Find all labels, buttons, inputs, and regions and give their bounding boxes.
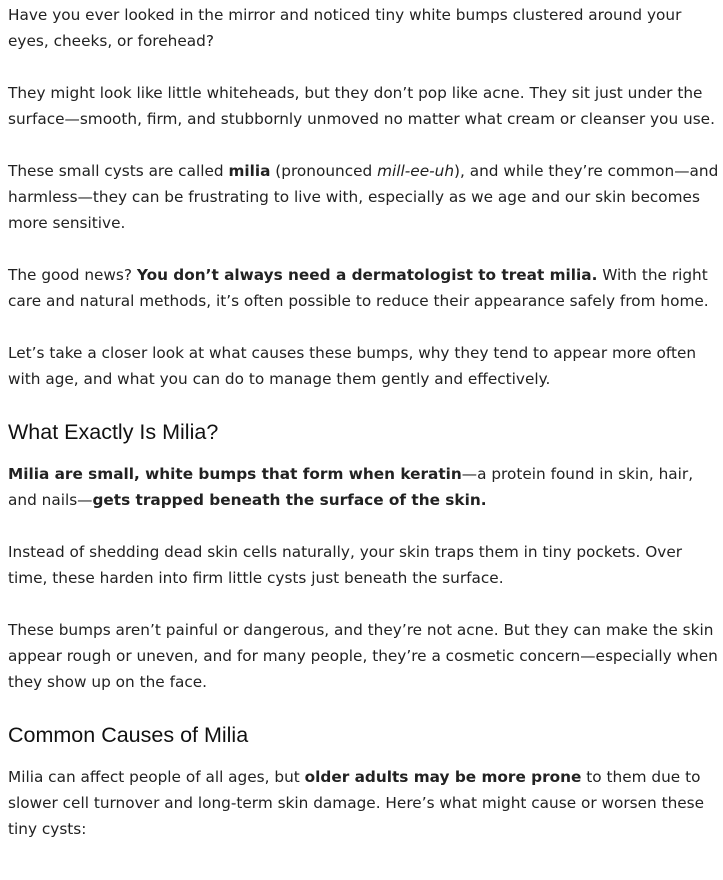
text-run: (pronounced <box>270 162 378 180</box>
paragraph-text: They might look like little whiteheads, but they don’t pop like acne. They sit just under the surface—smooth, firm, and stubbornly unmoved no matter what cream or cleanser you use. <box>8 84 715 128</box>
text-run: to them due to slower cell turnover and long-term skin damage. Here’s what might cause or worsen these tiny cysts: <box>8 768 705 838</box>
paragraph-text: These bumps aren’t painful or dangerous, and they’re not acne. But they can make the skin appear rough or uneven, and for many people, they’re a cosmetic concern—especially when they show up on the face. <box>8 621 718 691</box>
pronunciation: mill-ee-uh <box>377 162 455 180</box>
overview-paragraph <box>8 340 720 392</box>
section-heading-what-is-milia: What Exactly Is Milia? <box>8 420 219 444</box>
text-run: With the right care and natural methods, it’s often possible to reduce their appearance safely from home. <box>8 266 709 310</box>
paragraph-text: Have you ever looked in the mirror and noticed tiny white bumps clustered around your eyes, cheeks, or forehead? <box>8 6 682 50</box>
description-paragraph <box>8 80 720 132</box>
bold-term-milia: milia <box>228 162 271 180</box>
intro-paragraph <box>8 2 720 54</box>
bold-definition: Milia are small, white bumps that form when keratin <box>8 465 462 483</box>
text-run: ), and while they’re common—and harmless—they can be frustrating to live with, especially as we age and our skin becomes more sensitive. <box>8 162 719 232</box>
bold-older-adults: older adults may be more prone <box>304 768 582 786</box>
cosmetic-concern-paragraph <box>8 617 720 695</box>
text-run: The good news? <box>8 266 137 284</box>
section-heading-common-causes: Common Causes of Milia <box>8 723 249 747</box>
paragraph-text: Let’s take a closer look at what causes these bumps, why they tend to appear more often with age, and what you can do to manage them gently and effectively. <box>8 344 697 388</box>
bold-statement: You don’t always need a dermatologist to treat milia. <box>136 266 598 284</box>
skin-cells-paragraph <box>8 539 720 591</box>
paragraph-text: Instead of shedding dead skin cells naturally, your skin traps them in tiny pockets. Over time, these harden into firm little cysts just beneath the surface. <box>8 543 683 587</box>
milia-definition-paragraph <box>8 158 720 236</box>
text-run: —a protein found in skin, hair, and nails— <box>8 465 694 509</box>
bold-definition-end: gets trapped beneath the surface of the skin. <box>92 491 487 509</box>
text-run: Milia can affect people of all ages, but <box>8 768 305 786</box>
causes-intro-paragraph <box>8 764 720 842</box>
good-news-paragraph <box>8 262 720 314</box>
text-run: These small cysts are called <box>8 162 229 180</box>
keratin-paragraph <box>8 461 720 513</box>
article-body <box>8 2 720 868</box>
